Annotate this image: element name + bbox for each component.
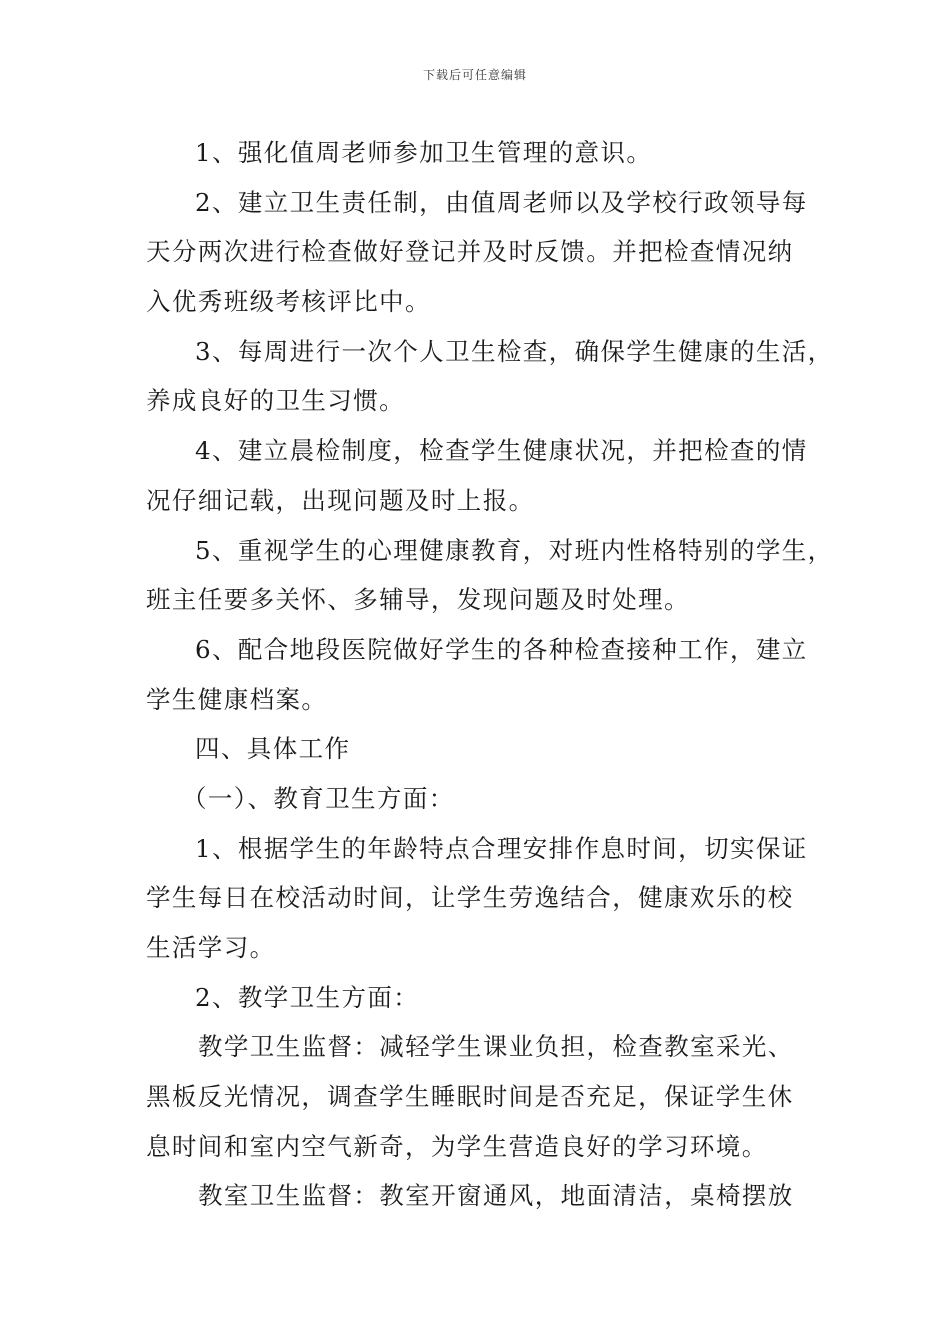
subsection-heading: （一）、教育卫生方面： [182,783,455,813]
paragraph-line: 学生健康档案。 [146,684,328,714]
paragraph-line: 生活学习。 [146,933,276,962]
paragraph-line: 4、建立晨检制度，检查学生健康状况，并把检查的情 [195,436,808,466]
paragraph-line: 天分两次进行检查做好登记并及时反馈。并把检查情况纳 [146,237,794,267]
paragraph-line: 学生每日在校活动时间，让学生劳逸结合，健康欢乐的校 [146,883,794,913]
paragraph-line: 教室卫生监督：教室开窗通风，地面清洁，桌椅摆放 [198,1181,794,1211]
paragraph-line: 入优秀班级考核评比中。 [146,287,431,317]
paragraph-line: 息时间和室内空气新奇，为学生营造良好的学习环境。 [146,1131,768,1161]
paragraph-line: 教学卫生监督：减轻学生课业负担，检查教室采光、 [198,1032,794,1062]
subsection-heading: 2、教学卫生方面： [195,982,420,1012]
paragraph-line: 2、建立卫生责任制，由值周老师以及学校行政领导每 [195,187,808,217]
document-body [146,128,834,1221]
paragraph-line: 1、强化值周老师参加卫生管理的意识。 [195,138,653,167]
paragraph-line: 养成良好的卫生习惯。 [146,386,405,416]
paragraph-line: 班主任要多关怀、多辅导，发现问题及时处理。 [146,585,690,615]
section-heading: 四、具体工作 [195,734,351,764]
paragraph-line: 6、配合地段医院做好学生的各种检查接种工作，建立 [195,634,808,664]
paragraph-line: 况仔细记载，出现问题及时上报。 [146,485,535,515]
paragraph-line: 1、根据学生的年龄特点合理安排作息时间，切实保证 [195,833,808,863]
paragraph-line: 5、重视学生的心理健康教育，对班内性格特别的学生， [195,535,834,565]
page-header-note: 下载后可任意编辑 [422,68,527,82]
paragraph-line: 3、每周进行一次个人卫生检查，确保学生健康的生活， [195,336,834,366]
paragraph-line: 黑板反光情况，调查学生睡眠时间是否充足，保证学生休 [146,1082,794,1112]
